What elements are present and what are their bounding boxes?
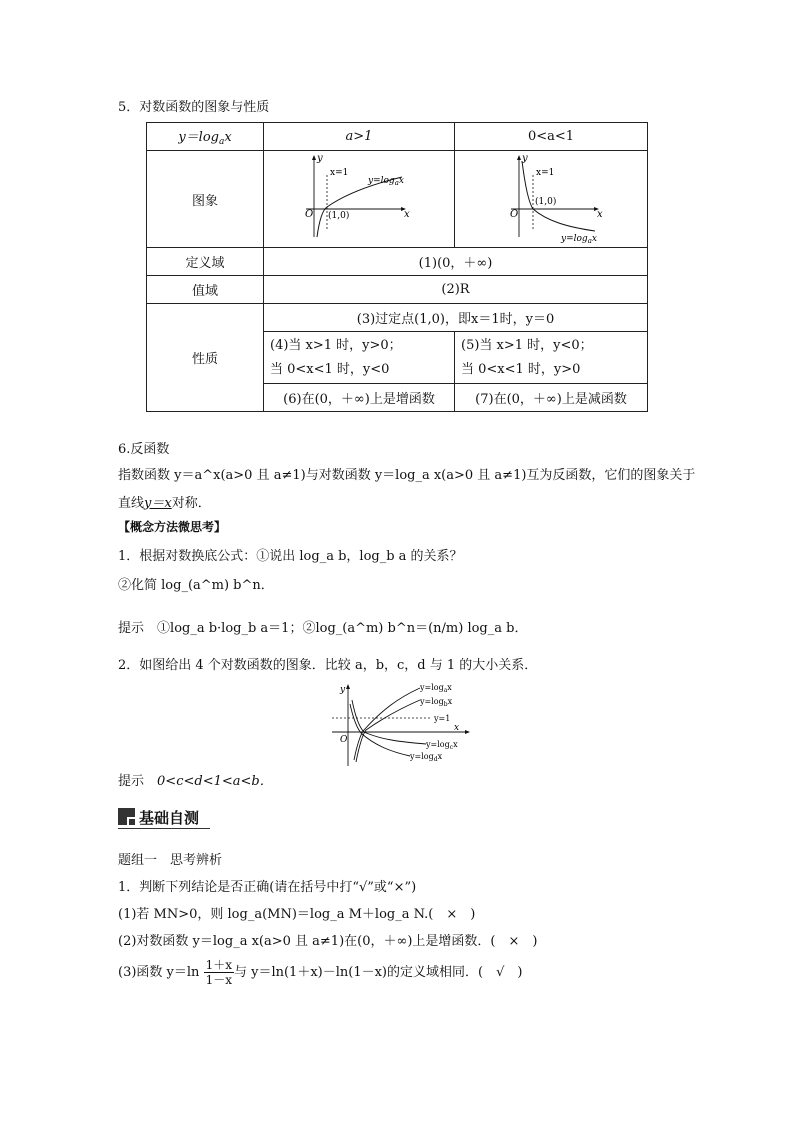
fig-x-label: x xyxy=(454,723,460,733)
basics-s1: (1)若 MN>0，则 log_a(MN)＝log_a M＋log_a N.( × ) xyxy=(118,907,476,922)
row-range-label: 值域 xyxy=(147,276,264,304)
basics-group: 题组一 思考辨析 xyxy=(118,853,223,868)
header-a-lt-1: 0<a<1 xyxy=(455,123,648,151)
axis-x-label: x xyxy=(597,209,603,220)
s3-fraction: $\frac{1+x}{1-x}$ xyxy=(205,958,232,987)
section6-line2: 直线y＝x对称． xyxy=(118,496,211,511)
basics-s2: (2)对数函数 y＝log_a x(a>0 且 a≠1)在(0，＋∞)上是增函数．( × ) xyxy=(118,934,538,949)
prop-6: (6)在(0，＋∞)上是增函数 xyxy=(264,384,455,412)
concept-q2: 2．如图给出 4 个对数函数的图象．比较 a，b，c，d 与 1 的大小关系． xyxy=(118,658,538,673)
prop-4: (4)当 x>1 时，y>0； 当 0<x<1 时，y<0 xyxy=(264,332,455,384)
prop-7: (7)在(0，＋∞)上是减函数 xyxy=(455,384,648,412)
point-label: (1,0) xyxy=(535,197,557,207)
fig-label-y1: y=1 xyxy=(434,714,451,723)
four-log-curves-figure xyxy=(326,680,476,768)
basics-q1: 1．判断下列结论是否正确(请在括号中打“√”或“×”) xyxy=(118,880,417,895)
log-graph-increasing-svg xyxy=(264,151,454,243)
range-value: (2)R xyxy=(264,276,648,304)
log-graph-decreasing-svg xyxy=(455,151,647,243)
row-domain-label: 定义域 xyxy=(147,248,264,276)
concept-label: 【概念方法微思考】 xyxy=(118,520,227,534)
basics-heading: 基础自测 xyxy=(139,809,200,827)
curve-label: $y=\log_ax$ xyxy=(368,176,404,187)
x1-label: x=1 xyxy=(536,168,555,178)
concept-hint2: 提示 0<c<d<1<a<b． xyxy=(118,774,273,789)
point-label: (1,0) xyxy=(328,211,350,221)
section-block-icon xyxy=(118,808,135,825)
fig-label-d: $y=\log_dx$ xyxy=(410,752,443,763)
axis-x-label: x xyxy=(404,209,410,220)
fig-origin-label: O xyxy=(340,735,348,745)
basics-s3: (3)函数 y＝ln $\frac{1+x}{1-x}$ 与 y＝ln(1＋x)－ln(1－x)的定义域相同．( √ ) xyxy=(118,958,523,987)
concept-q1: 1．根据对数换底公式：①说出 log_a b，log_b a 的关系？ xyxy=(118,549,463,564)
graph-increasing xyxy=(264,151,455,248)
prop-5: (5)当 x>1 时，y<0； 当 0<x<1 时，y>0 xyxy=(455,332,648,384)
fig-label-a: $y=\log_ax$ xyxy=(420,683,452,694)
axis-y-label: y xyxy=(317,153,323,164)
concept-q1b: ②化简 log_(a^m) b^n． xyxy=(118,578,274,593)
fig-label-c: $y=\log_cx$ xyxy=(426,740,458,751)
section6-title: 6.反函数 xyxy=(118,442,170,457)
origin-label: O xyxy=(510,209,519,220)
fig-y-label: y xyxy=(340,685,346,695)
log-properties-table xyxy=(146,122,648,412)
row-graph-label: 图象 xyxy=(147,151,264,248)
row-props-label: 性质 xyxy=(147,304,264,412)
domain-value: (1)(0，＋∞) xyxy=(264,248,648,276)
concept-hint1: 提示 ①log_a b·log_b a＝1；②log_(a^m) b^n＝(n/m) log_a b． xyxy=(118,621,528,636)
graph-decreasing xyxy=(455,151,648,248)
header-a-gt-1: a>1 xyxy=(264,123,455,151)
origin-label: O xyxy=(305,209,314,220)
section5-title: 5．对数函数的图象与性质 xyxy=(118,100,270,115)
curve-label: $y=\log_ax$ xyxy=(561,234,597,243)
prop-3: (3)过定点(1,0)，即x＝1时，y＝0 xyxy=(264,304,648,332)
header-function: $y=\log_ax$ xyxy=(147,123,264,151)
x1-label: x=1 xyxy=(330,168,349,178)
fig-label-b: $y=\log_bx$ xyxy=(420,697,453,708)
axis-y-label: y xyxy=(522,153,528,164)
section6-line1: 指数函数 y＝a^x(a>0 且 a≠1)与对数函数 y＝log_a x(a>0 且 a≠1)互为反函数，它们的图象关于 xyxy=(118,468,696,483)
